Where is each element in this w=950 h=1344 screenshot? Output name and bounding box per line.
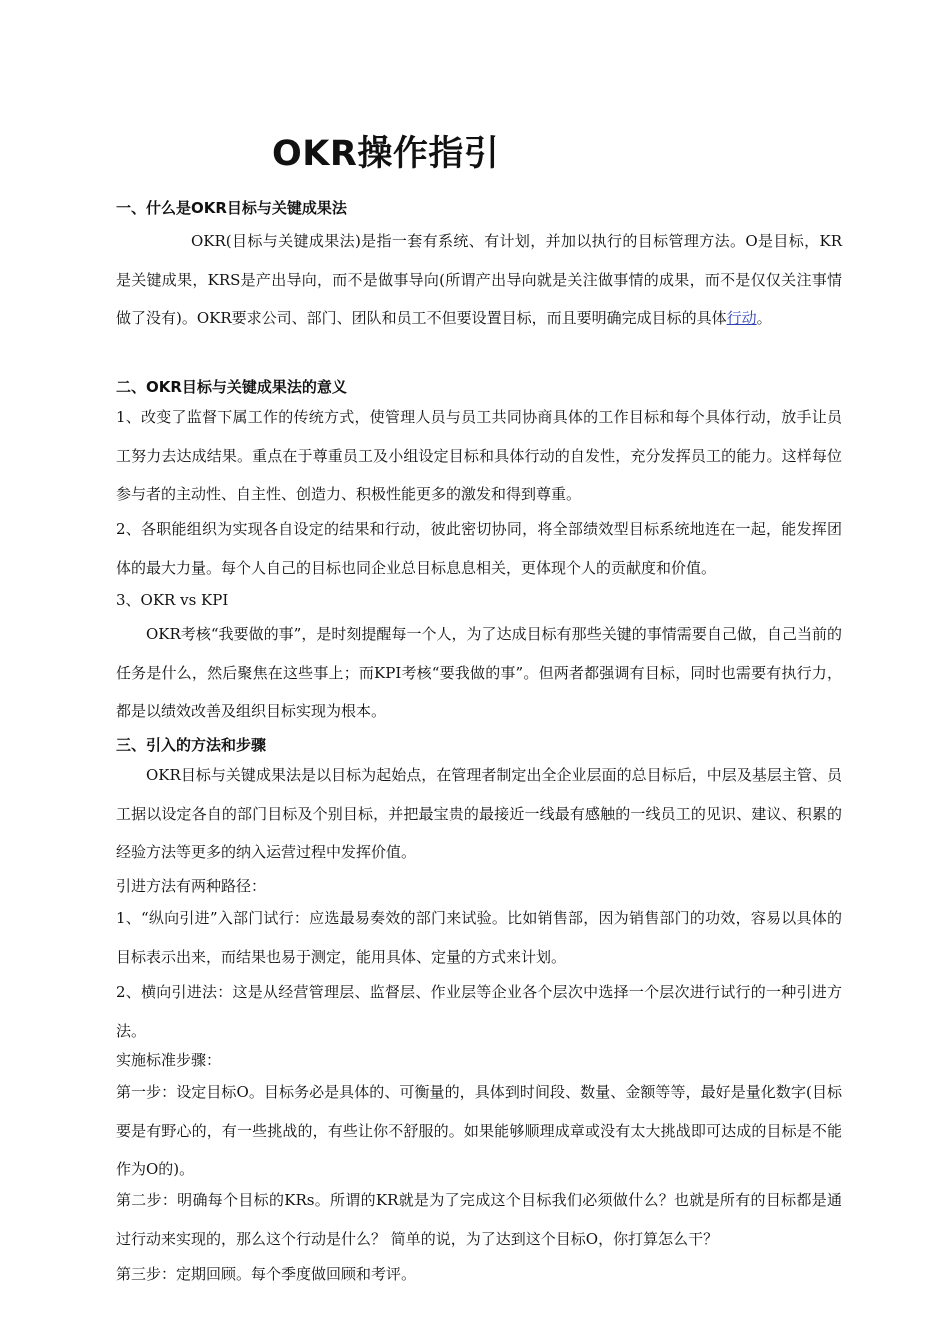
document-title: OKR操作指引	[272, 134, 500, 174]
path-2: 2、横向引进法：这是从经营管理层、监督层、作业层等企业各个层次中选择一个层次进行试行的一种引进方法。	[116, 983, 842, 1040]
section-1-heading: 一、什么是OKR目标与关键成果法	[116, 199, 347, 217]
step-2: 第二步：明确每个目标的KRs。所谓的KR就是为了完成这个目标我们必须做什么？也就是所有的目标都是通过行动来实现的，那么这个行动是什么？ 简单的说，为了达到这个目标O，你打算怎么干？	[116, 1191, 842, 1248]
section-2-point-3-body: OKR考核“我要做的事”，是时刻提醒每一个人，为了达成目标有那些关键的事情需要自己做，自己当前的任务是什么，然后聚焦在这些事上；而KPI考核“要我做的事”。但两者都强调有目标，同时也需要有执行力，都是以绩效改善及组织目标实现为根本。	[116, 625, 842, 720]
action-link[interactable]: 行动	[726, 309, 757, 327]
path-1: 1、“纵向引进”入部门试行：应选最易奏效的部门来试验。比如销售部，因为销售部门的功效，容易以具体的目标表示出来，而结果也易于测定，能用具体、定量的方式来计划。	[116, 909, 842, 966]
introduction-paths-label: 引进方法有两种路径：	[116, 877, 267, 895]
section-2-heading: 二、OKR目标与关键成果法的意义	[116, 378, 347, 396]
section-2-point-3-heading: 3、OKR vs KPI	[116, 591, 229, 609]
step-1: 第一步：设定目标O。目标务必是具体的、可衡量的，具体到时间段、数量、金额等等，最好是量化数字(目标要是有野心的，有一些挑战的，有些让你不舒服的。如果能够顺理成章或没有太大挑战即可达成的目标是不能作为O的)。	[116, 1083, 842, 1178]
step-3: 第三步：定期回顾。每个季度做回顾和考评。	[116, 1265, 417, 1283]
section-3-heading: 三、引入的方法和步骤	[116, 736, 267, 754]
section-1-body-text: OKR(目标与关键成果法)是指一套有系统、有计划，并加以执行的目标管理方法。O是目标，KR是关键成果，KRS是产出导向，而不是做事导向(所谓产出导向就是关注做事情的成果，而不是仅仅关注事情做了没有)。OKR要求公司、部门、团队和员工不但要设置目标，而且要明确完成目标的具体	[116, 232, 842, 327]
section-2-point-2: 2、各职能组织为实现各自设定的结果和行动，彼此密切协同，将全部绩效型目标系统地连在一起，能发挥团体的最大力量。每个人自己的目标也同企业总目标息息相关，更体现个人的贡献度和价值。	[116, 520, 842, 577]
section-3-intro: OKR目标与关键成果法是以目标为起始点，在管理者制定出全企业层面的总目标后，中层及基层主管、员工据以设定各自的部门目标及个别目标，并把最宝贵的最接近一线最有感触的一线员工的见识、建议、积累的经验方法等更多的纳入运营过程中发挥价值。	[116, 766, 842, 861]
section-1-body	[116, 222, 842, 338]
section-1-body-end: 。	[756, 309, 772, 327]
section-2-point-1: 1、改变了监督下属工作的传统方式，使管理人员与员工共同协商具体的工作目标和每个具体行动，放手让员工努力去达成结果。重点在于尊重员工及小组设定目标和具体行动的自发性，充分发挥员工的能力。这样每位参与者的主动性、自主性、创造力、积极性能更多的激发和得到尊重。	[116, 408, 842, 503]
steps-label: 实施标准步骤：	[116, 1051, 222, 1069]
